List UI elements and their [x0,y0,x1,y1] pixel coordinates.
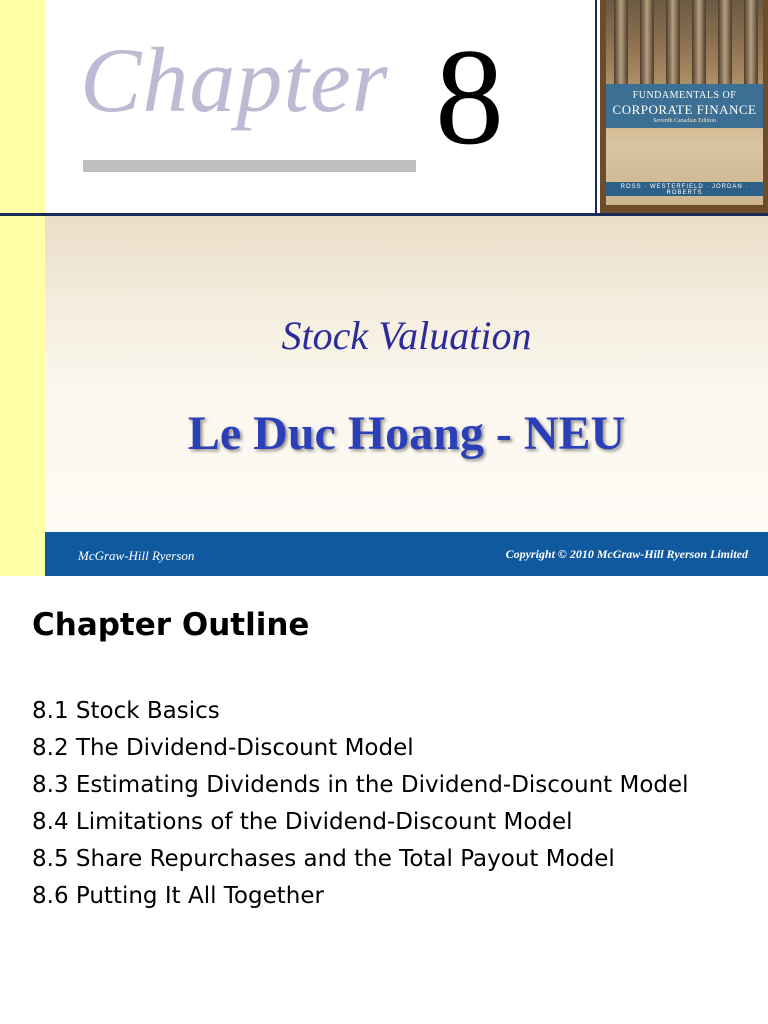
pillar-graphic [744,0,758,92]
book-edition: Seventh Canadian Edition [653,118,716,124]
pillar-graphic [640,0,654,92]
title-underline [83,160,416,172]
outline-list [32,696,766,918]
book-title-line1: FUNDAMENTALS OF [632,90,737,101]
publisher-label: McGraw-Hill Ryerson [78,548,195,563]
title-band [45,216,768,532]
slide-subtitle: Stock Valuation [281,313,532,358]
book-cover-image [600,0,768,213]
book-cover-art [606,0,763,205]
pillar-graphic [718,0,732,92]
copyright-label: Copyright © 2010 McGraw-Hill Ryerson Limited [505,547,748,561]
outline-title: Chapter Outline [32,607,310,643]
book-title-line2: CORPORATE FINANCE [612,102,757,117]
outline-slide [0,576,768,1024]
outline-item: 8.2 The Dividend-Discount Model [32,735,414,761]
outline-item: 8.6 Putting It All Together [32,883,324,909]
chapter-word: Chapter [80,29,389,131]
outline-item: 8.4 Limitations of the Dividend-Discount Model [32,809,573,835]
accent-bar [0,0,45,576]
pillar-graphic [692,0,706,92]
vertical-divider [595,0,597,214]
chapter-number: 8 [435,20,504,173]
outline-item: 8.1 Stock Basics [32,698,220,724]
author-name: Le Duc Hoang - NEU [187,407,626,460]
pillar-graphic [614,0,628,92]
outline-item: 8.5 Share Repurchases and the Total Payout Model [32,846,615,872]
pillar-graphic [666,0,680,92]
book-authors: ROSS · WESTERFIELD · JORDAN · ROBERTS [620,184,749,196]
outline-item: 8.3 Estimating Dividends in the Dividend-Discount Model [32,772,689,798]
